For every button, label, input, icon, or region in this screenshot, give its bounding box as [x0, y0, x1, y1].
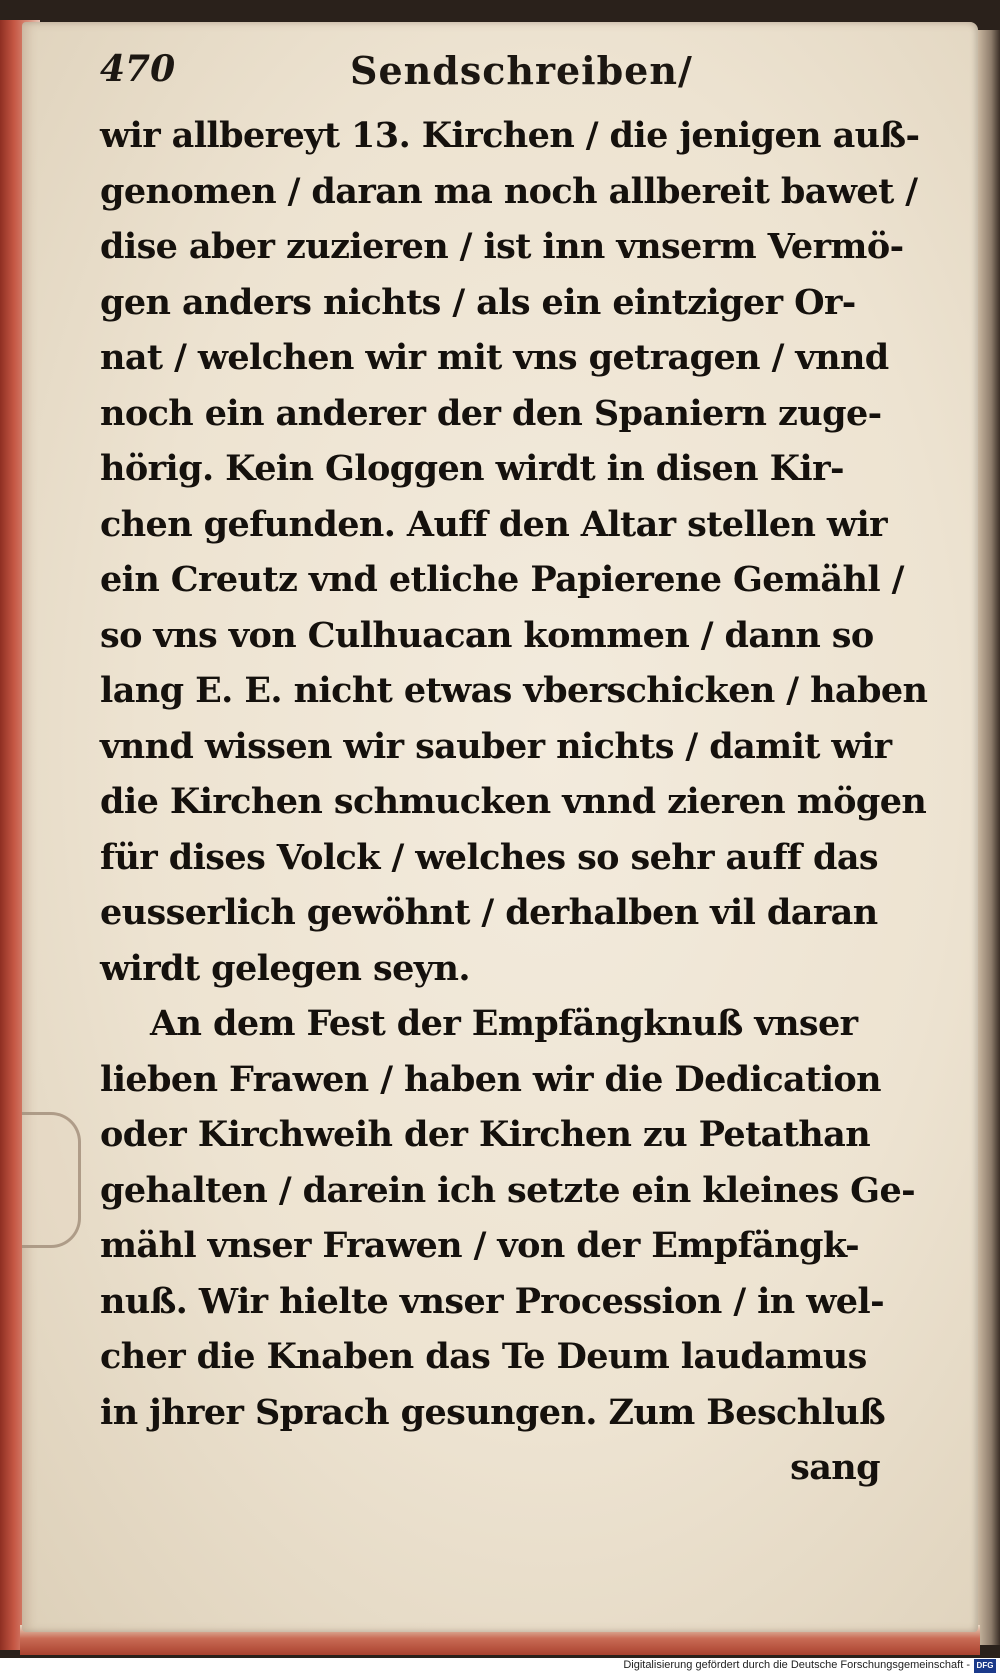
text-line: gehalten / darein ich setzte ein kleines Ge-	[100, 1169, 916, 1211]
text-line: noch ein anderer der den Spaniern zuge-	[100, 392, 882, 434]
catchword: sang	[790, 1447, 880, 1488]
text-line: eusserlich gewöhnt / derhalben vil daran	[100, 892, 878, 933]
page-number: 470	[100, 48, 176, 90]
text-line: genomen / daran ma noch allbereit bawet /	[100, 170, 918, 212]
text-line: vnnd wissen wir sauber nichts / damit wir	[100, 725, 892, 767]
dfg-logo: DFG	[974, 1659, 996, 1673]
body-text	[100, 108, 928, 1496]
text-line: wir allbereyt 13. Kirchen / die jenigen auß-	[100, 115, 920, 156]
book-spine-shadow	[978, 30, 1000, 1645]
text-line: die Kirchen schmucken vnnd zieren mögen	[100, 781, 927, 822]
text-line: lang E. E. nicht etwas vberschicken / haben	[100, 670, 928, 711]
text-line: für dises Volck / welches so sehr auff das	[100, 836, 879, 878]
text-line: nuß. Wir hielte vnser Procession / in wel-	[100, 1280, 885, 1322]
page-clip	[22, 1112, 81, 1248]
text-line: mähl vnser Frawen / von der Empfängk-	[100, 1225, 860, 1266]
text-line: gen anders nichts / als ein eintziger Or-	[100, 281, 856, 323]
text-line: hörig. Kein Gloggen wirdt in disen Kir-	[100, 448, 844, 489]
running-head: Sendschreiben/	[350, 48, 693, 93]
funding-credit: Digitalisierung gefördert durch die Deutsche Forschungsgemeinschaft -	[623, 1659, 970, 1671]
page-header	[100, 48, 900, 108]
paragraph-start-line: An dem Fest der Empfängknuß vnser	[150, 1003, 858, 1044]
text-line: wirdt gelegen seyn.	[100, 947, 470, 989]
text-line: so vns von Culhuacan kommen / dann so	[100, 614, 874, 656]
footer-bar	[0, 1658, 1000, 1675]
text-line: in jhrer Sprach gesungen. Zum Beschluß	[100, 1391, 886, 1433]
text-line: cher die Knaben das Te Deum laudamus	[100, 1336, 867, 1377]
text-line: ein Creutz vnd etliche Papierene Gemähl /	[100, 559, 904, 600]
text-line: nat / welchen wir mit vns getragen / vnnd	[100, 337, 889, 378]
text-line: oder Kirchweih der Kirchen zu Petathan	[100, 1114, 871, 1155]
text-line: dise aber zuzieren / ist inn vnserm Vermö-	[100, 226, 904, 267]
text-line: chen gefunden. Auff den Altar stellen wir	[100, 503, 887, 545]
text-line: lieben Frawen / haben wir die Dedication	[100, 1058, 881, 1100]
